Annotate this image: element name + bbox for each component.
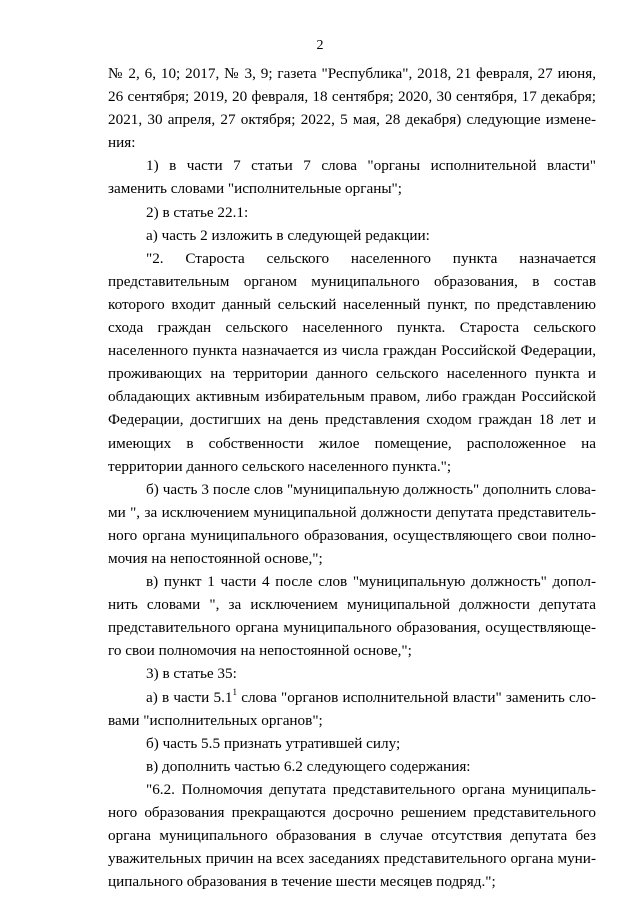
paragraph-item-2-heading: 2) в статье 22.1: <box>146 203 249 221</box>
paragraph-subitem-v: в) пункт 1 части 4 после слов "муниципальную должность" дополнить словами ", за исключением муниципальной должности депутата представительного органа муниципального образования, осуществляющего свои полномочия на непостоянной основе,"; <box>108 573 596 660</box>
paragraph-item-3-heading: 3) в статье 35: <box>146 665 237 683</box>
page-number: 2 <box>316 38 324 53</box>
superscript-index: 1 <box>232 686 237 697</box>
paragraph-subitem-a-start: а) в части 5.1 <box>146 688 233 706</box>
document-body <box>108 62 596 893</box>
paragraph-quote-deputy-powers: "6.2. Полномочия депутата представительного органа муниципального образования прекращаются досрочно решением представительного органа муниципального образования в случае отсутствия депутата без уважительных причин на всех заседаниях представительного органа муниципального образования в течение шести месяцев подряд."; <box>108 780 596 891</box>
paragraph-quote-starosta: "2. Староста сельского населенного пункта назначается представительным органом муниципального образования, в состав которого входит данный сельский населенный пункт, по представлению схода граждан сельского населенного пункта. Староста сельского населенного пункта назначается из числа граждан Российской Федерации, проживающих на территории данного сельского населенного пункта и обладающих активным избирательным правом, либо граждан Российской Федерации, достигших на день представления сходом граждан 18 лет и имеющих в собственности жилое помещение, расположенное на территории данного сельского населенного пункта."; <box>108 249 596 475</box>
paragraph-subitem-b-article-35: б) часть 5.5 признать утратившей силу; <box>146 734 401 752</box>
paragraph-subitem-a-end: слова "органов исполнительной власти" заменить словами "исполнительных органов"; <box>108 688 597 729</box>
paragraph-subitem-a-article-35 <box>108 686 596 732</box>
paragraph-subitem-v-article-35: в) дополнить частью 6.2 следующего содержания: <box>146 757 471 775</box>
paragraph-subitem-a: а) часть 2 изложить в следующей редакции: <box>146 226 430 244</box>
paragraph-citation-continuation: № 2, 6, 10; 2017, № 3, 9; газета "Республика", 2018, 21 февраля, 27 июня, 26 сентября; 2019, 20 февраля, 18 сентября; 2020, 30 сентября, 17 декабря; 2021, 30 апреля, 27 октября; 2022, 5 мая, 28 декабря) следующие изменения: <box>108 65 596 152</box>
paragraph-item-1: 1) в части 7 статьи 7 слова "органы исполнительной власти" заменить словами "исполнительные органы"; <box>108 157 596 198</box>
paragraph-subitem-b: б) часть 3 после слов "муниципальную должность" дополнить словами ", за исключением муниципальной должности депутата представительного органа муниципального образования, осуществляющего свои полномочия на непостоянной основе,"; <box>108 480 596 567</box>
